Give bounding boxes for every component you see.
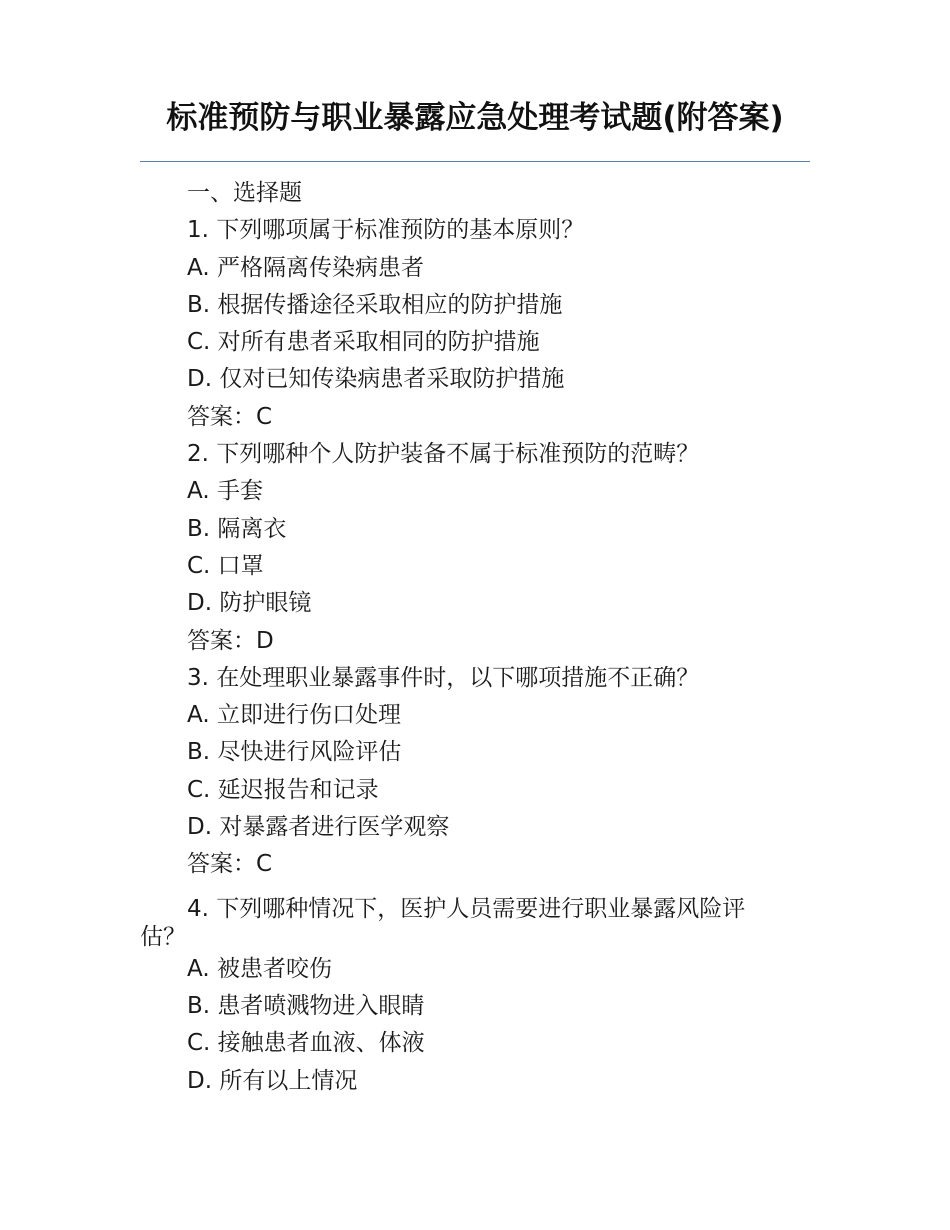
question-option: A. 手套 [187, 478, 263, 505]
question-option: B. 根据传播途径采取相应的防护措施 [187, 291, 563, 318]
question-option: D. 所有以上情况 [187, 1067, 358, 1094]
question-option: B. 患者喷溅物进入眼睛 [187, 992, 425, 1019]
question-stem: 3. 在处理职业暴露事件时，以下哪项措施不正确？ [187, 664, 700, 691]
question-answer: 答案：D [187, 627, 274, 654]
question-option: D. 防护眼镜 [187, 590, 312, 617]
document-title: 标准预防与职业暴露应急处理考试题(附答案) [166, 100, 784, 136]
question-answer: 答案：C [187, 403, 273, 430]
question-option: C. 对所有患者采取相同的防护措施 [187, 329, 540, 356]
question-answer: 答案：C [187, 851, 273, 878]
question-option: B. 尽快进行风险评估 [187, 739, 402, 766]
question-option: C. 口罩 [187, 552, 264, 579]
question-option: A. 被患者咬伤 [187, 955, 332, 982]
question-option: A. 立即进行伤口处理 [187, 702, 401, 729]
question-option: A. 严格隔离传染病患者 [187, 254, 424, 281]
question-option: B. 隔离衣 [187, 515, 287, 542]
question-option: D. 仅对已知传染病患者采取防护措施 [187, 366, 565, 393]
question-stem: 4. 下列哪种情况下，医护人员需要进行职业暴露风险评估？ [140, 895, 746, 950]
question-option: C. 延迟报告和记录 [187, 776, 379, 803]
question-option: C. 接触患者血液、体液 [187, 1030, 425, 1057]
title-underline [140, 161, 810, 162]
document-body [140, 175, 810, 1100]
section-heading: 一、选择题 [187, 180, 302, 206]
question-stem: 1. 下列哪项属于标准预防的基本原则？ [187, 217, 585, 244]
question-option: D. 对暴露者进行医学观察 [187, 814, 450, 841]
question-stem: 2. 下列哪种个人防护装备不属于标准预防的范畴？ [187, 441, 700, 468]
